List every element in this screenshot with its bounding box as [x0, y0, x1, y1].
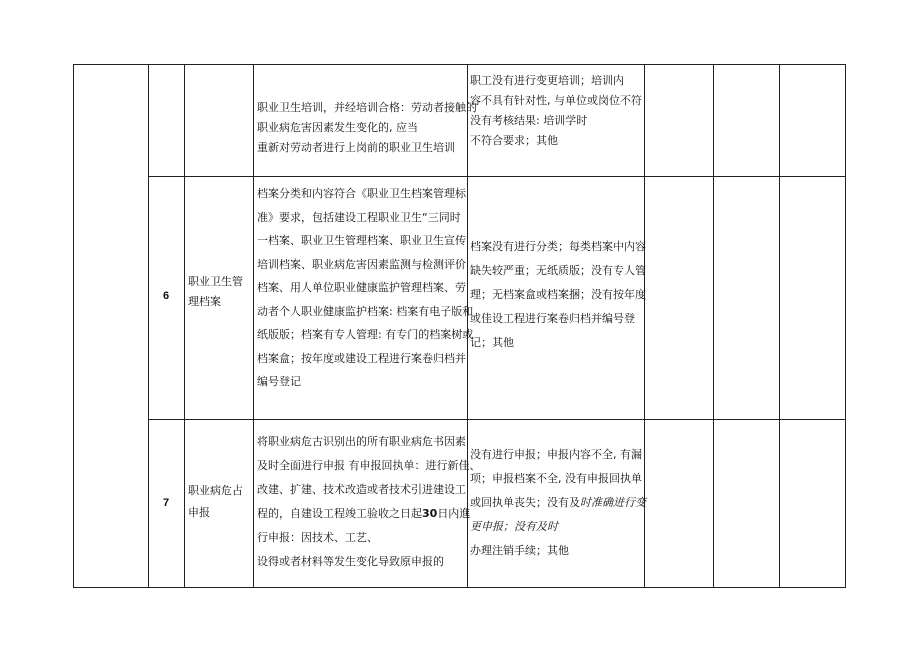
requirement-line [257, 502, 481, 526]
requirement-line: 培训档案、职业病危害因素监测与检测评价 [257, 257, 466, 271]
deduction-line: 缺失较严重；无纸质版；没有专人管 [470, 264, 646, 277]
requirement-line: 准》要求，包括建设工程职业卫生“三同时 [257, 210, 461, 224]
requirement-cell [257, 98, 477, 158]
column-divider [148, 64, 149, 588]
table-border-right [845, 64, 846, 588]
deduction-text-italic: ；没有及时 [503, 520, 558, 533]
day-count: 30 [422, 507, 438, 520]
table-border-bottom [73, 587, 846, 588]
deduction-text-italic: 时准确进行变 [580, 496, 646, 509]
item-cell [188, 272, 243, 312]
deduction-line: 不符合要求；其他 [470, 134, 558, 147]
deduction-line: 容不具有针对性, 与单位或岗位不符 [470, 94, 642, 107]
requirement-line: 编号登记 [257, 375, 301, 388]
requirement-line: 改建、扩建、技术改造或者技术引进建设工 [257, 483, 466, 496]
row-divider [148, 176, 846, 177]
deduction-line: 档案没有进行分类；每类档案中内容 [470, 240, 646, 253]
deduction-cell [470, 235, 646, 355]
item-cell [188, 480, 243, 524]
item-line: 职业病危占 [188, 484, 243, 497]
requirement-cell [257, 182, 473, 394]
item-line: 理档案 [188, 295, 221, 308]
deduction-line: 理；无档案盒或档案捆；没有按年度 [470, 288, 646, 301]
requirement-line: 设得或者材料等发生变化导致原申报的 [257, 555, 444, 568]
deduction-cell [470, 443, 646, 563]
requirement-line: 及时全面进行申报 有申报回执单：进行新佳、 [257, 459, 481, 472]
requirement-line: 行申报：因技术、工艺、 [257, 531, 378, 544]
column-divider [253, 64, 254, 588]
deduction-line: 或佳设工程进行案卷归档并编号登 [470, 312, 635, 325]
column-divider [779, 64, 780, 588]
requirement-line: 档案、用人单位职业健康监护管理档案、劳 [257, 281, 466, 294]
deduction-line: 职工没有进行变更培训；培训内 [470, 74, 624, 87]
deduction-line [470, 491, 646, 515]
column-divider [184, 64, 185, 588]
requirement-line: 一档案、职业卫生管理档案、职业卫生宣传 [257, 234, 466, 247]
requirement-line: 纸版版；档案有专人管理: 有专门的档案树或 [257, 328, 474, 341]
deduction-line: 没有考核结果: 培训学时 [470, 114, 588, 127]
requirement-line: 档案盒；按年度或建设工程进行案卷归档并 [257, 351, 466, 365]
deduction-line: 办理注销手续；其他 [470, 544, 569, 557]
requirement-line: 动者个人职业健康监护档案: 档案有电子版和 [257, 304, 474, 318]
table-border-top [73, 64, 846, 65]
requirement-line: 重新对劳动者进行上岗前的职业卫生培训 [257, 141, 455, 154]
requirement-line: 职业卫生培训，并经培训合格：劳动者接触的 [257, 101, 477, 114]
deduction-line [470, 515, 646, 539]
deduction-text-italic: 更申报 [470, 520, 503, 533]
row-divider [148, 419, 846, 420]
column-divider [713, 64, 714, 588]
deduction-line: 记；其他 [470, 336, 514, 349]
deduction-line: 项；申报档案不全, 没有申报回执单 [470, 472, 642, 485]
item-line: 职业卫生管 [188, 275, 243, 288]
row-number: 6 [162, 290, 170, 302]
requirement-text: 日内進 [437, 507, 471, 520]
requirement-line: 职业病危害因素发生变化的, 应当 [257, 121, 418, 134]
requirement-text: 程的，自建设工程竣工验收之日起 [257, 507, 422, 520]
table-border-left [73, 64, 74, 588]
requirement-line: 档案分类和内容符合《职业卫生档案管理标 [257, 187, 466, 200]
deduction-cell [470, 71, 642, 151]
requirement-cell [257, 430, 481, 574]
item-line: 申报 [188, 506, 210, 519]
deduction-text: 或回执单丧失；没有及 [470, 496, 580, 509]
requirement-line: 将职业病危古识别出的所有职业病危书因素 [257, 435, 466, 448]
deduction-line: 没有进行申报；申报内容不全, 有漏 [470, 448, 642, 461]
row-number: 7 [162, 497, 170, 509]
